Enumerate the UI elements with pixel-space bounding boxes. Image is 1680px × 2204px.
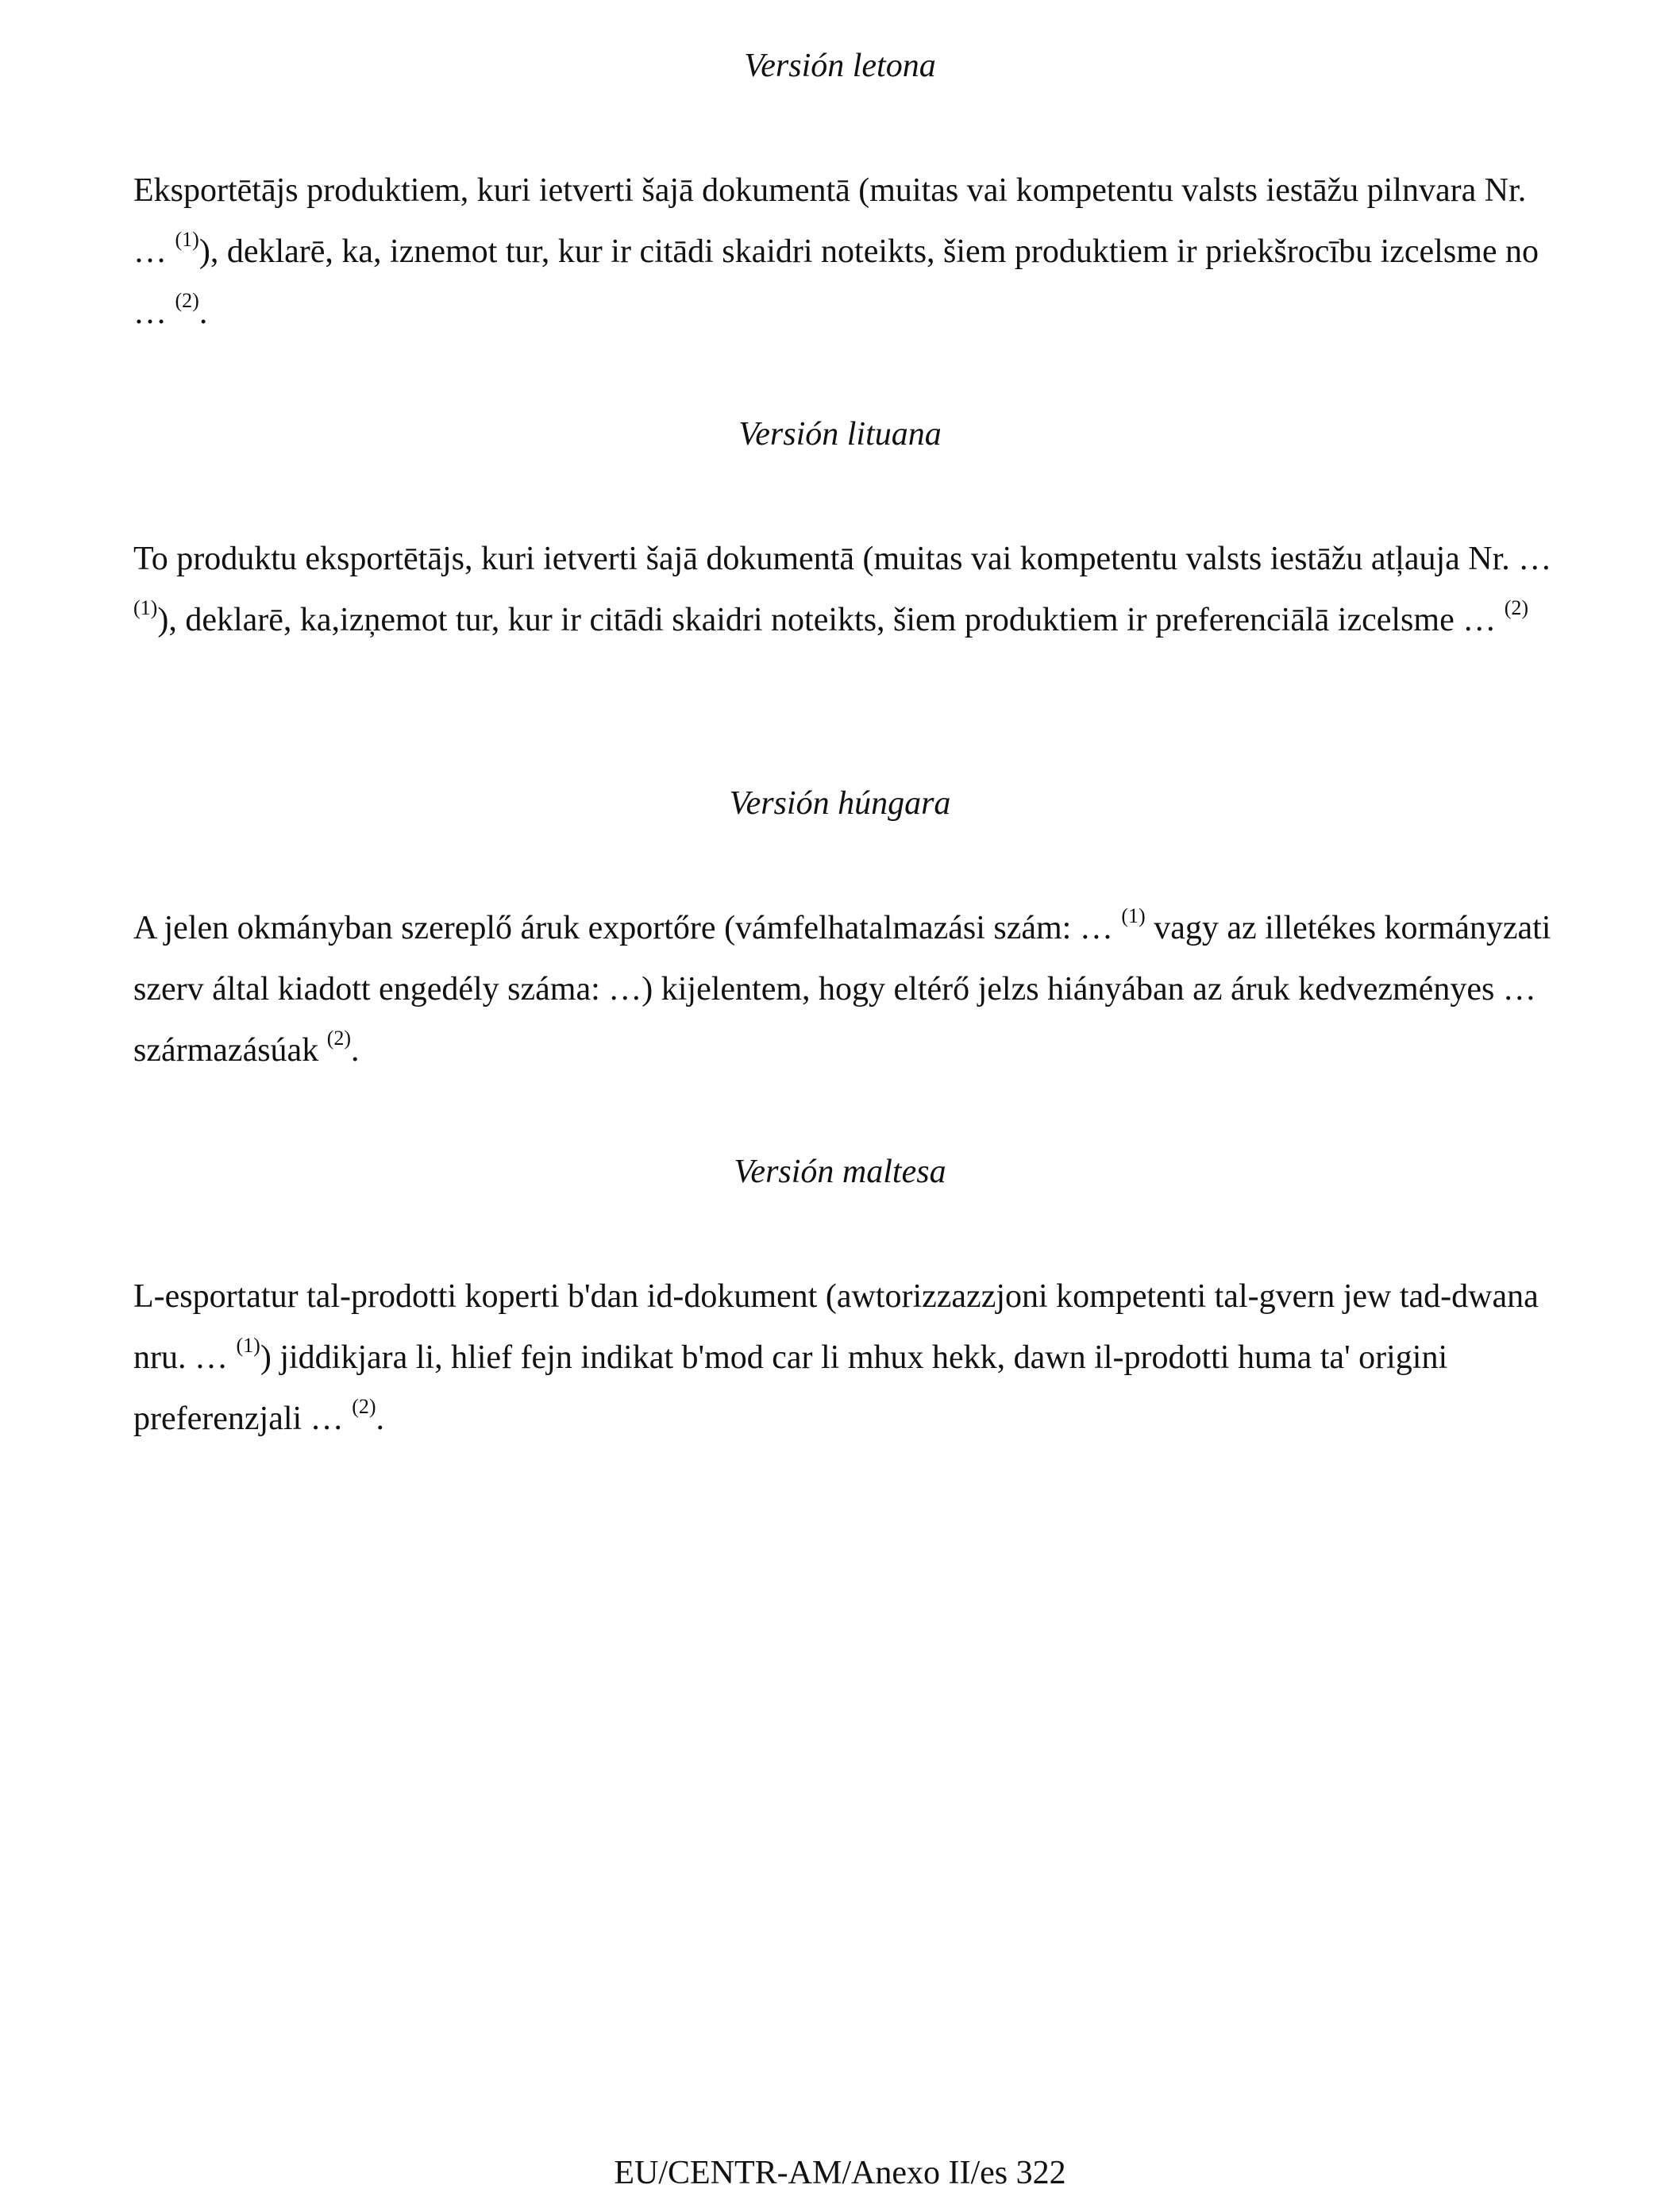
paragraph-latvian-declaration xyxy=(133,160,1562,344)
paragraph-hungarian-declaration xyxy=(133,898,1562,1081)
paragraph-text: A jelen okmányban szereplő áruk exportőre (vámfelhatalmazási szám: … xyxy=(133,910,1122,946)
footnote-ref-2: (2) xyxy=(352,1395,376,1418)
paragraph-text: vagy az illetékes kormányzati szerv által kiadott engedély száma: …) kijelentem, hogy eltérő jelzs hiányában az áruk kedvezményes … származásúak xyxy=(133,910,1551,1069)
heading-latvian-version: Versión letona xyxy=(744,48,936,84)
paragraph-text: ), deklarē, ka,izņemot tur, kur ir citādi skaidri noteikts, šiem produktiem ir preferenciālā izcelsme … xyxy=(157,602,1505,638)
paragraph-maltese-declaration xyxy=(133,1266,1562,1450)
footnote-ref-2: (2) xyxy=(326,1027,352,1050)
heading-hungarian-version: Versión húngara xyxy=(729,785,951,822)
paragraph-text: ), deklarē, ka, iznemot tur, kur ir citādi skaidri noteikts, šiem produktiem ir priekšrocību izcelsme no … xyxy=(133,233,1539,331)
footnote-ref-2: (2) xyxy=(175,289,199,312)
paragraph-text: ) jiddikjara li, hlief fejn indikat b'mod car li mhux hekk, dawn il-prodotti huma ta' origini preferenzjali … xyxy=(133,1339,1448,1437)
page-footer: EU/CENTR-AM/Anexo II/es 322 xyxy=(614,2155,1066,2191)
paragraph-text: . xyxy=(376,1401,385,1437)
footnote-ref-1: (1) xyxy=(1121,904,1146,927)
heading-lithuanian-version: Versión lituana xyxy=(738,416,942,453)
paragraph-text: . xyxy=(198,295,208,331)
footnote-ref-1: (1) xyxy=(175,228,199,251)
paragraph-text: To produktu eksportētājs, kuri ietverti šajā dokumentā (muitas vai kompetentu valsts iestāžu atļauja Nr. … xyxy=(133,541,1552,577)
footnote-ref-2: (2) xyxy=(1504,596,1529,619)
heading-maltese-version: Versión maltesa xyxy=(734,1154,946,1190)
paragraph-text: Eksportētājs produktiem, kuri ietverti šajā dokumentā (muitas vai kompetentu valsts iestāžu pilnvara Nr. … xyxy=(133,172,1527,270)
footnote-ref-1: (1) xyxy=(133,596,158,619)
paragraph-lithuanian-declaration xyxy=(133,529,1562,651)
footnote-ref-1: (1) xyxy=(236,1334,260,1357)
paragraph-text: . xyxy=(351,1032,360,1069)
paragraph-text: L-esportatur tal-prodotti koperti b'dan id-dokument (awtorizzazzjoni kompetenti tal-gvern jew tad-dwana nru. … xyxy=(133,1278,1539,1376)
